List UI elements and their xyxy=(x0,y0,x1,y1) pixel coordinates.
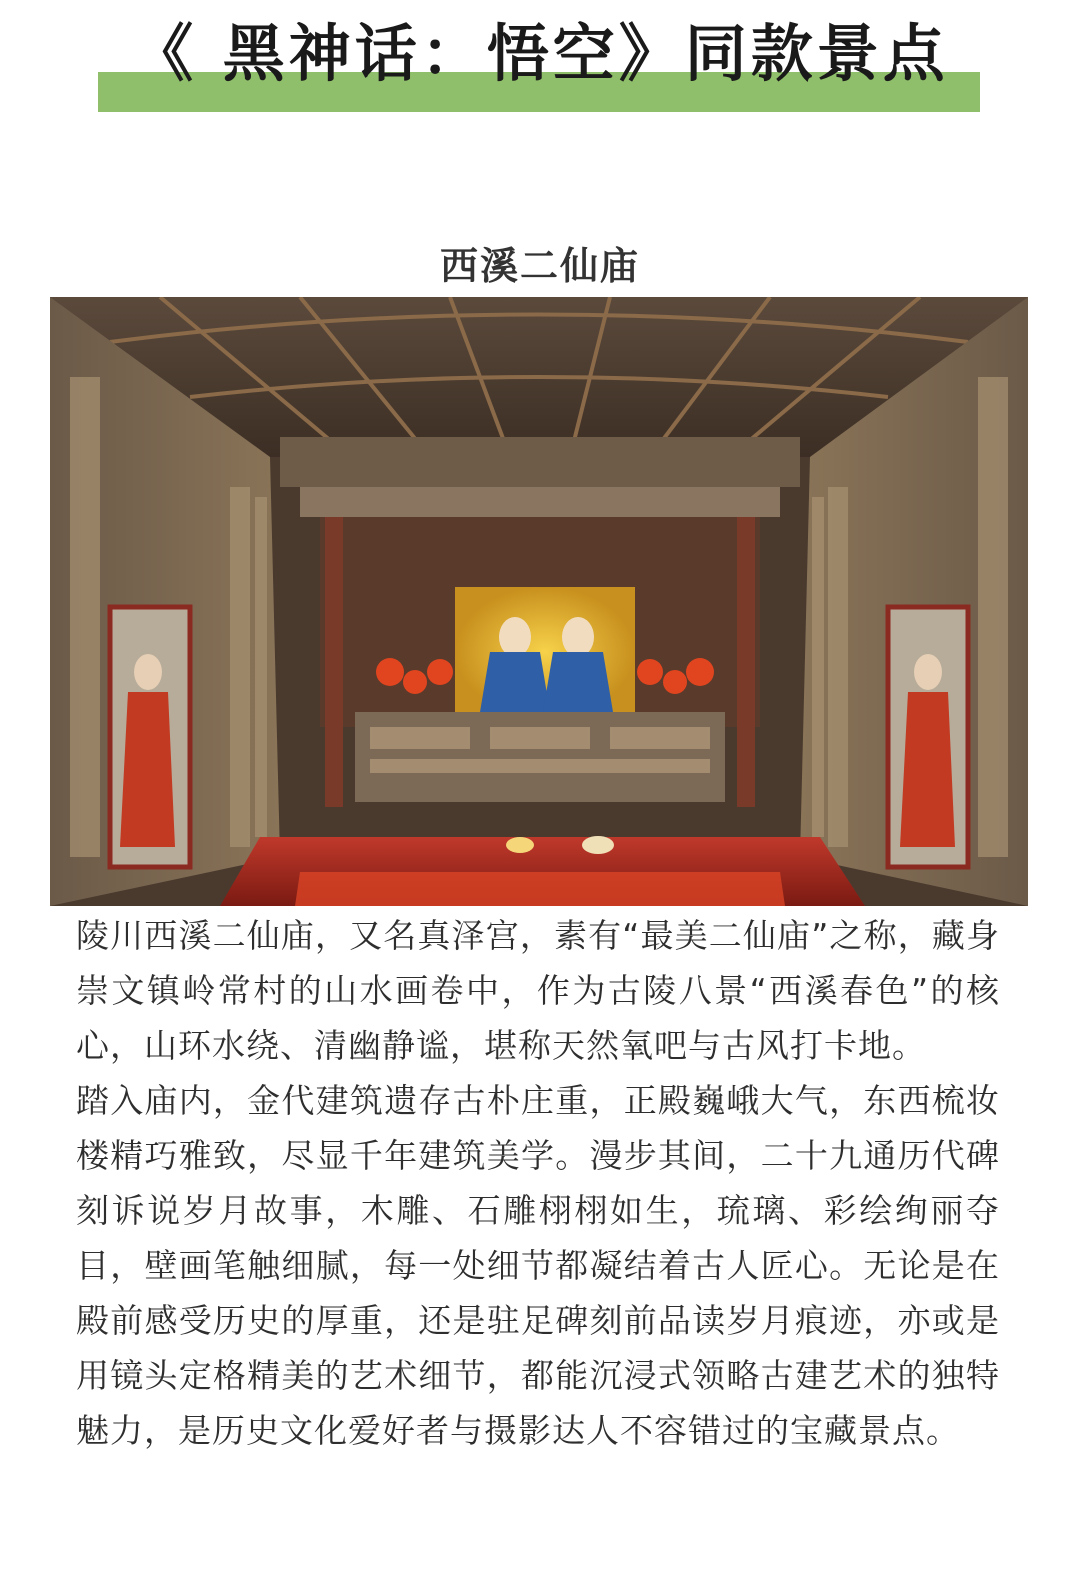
deity-right-robe xyxy=(543,652,613,712)
page-title: 《 黑神话：悟空》同款景点 xyxy=(131,17,949,90)
shrine-bracket xyxy=(300,487,780,517)
carved-altar xyxy=(355,712,725,802)
shrine-eave xyxy=(280,437,800,487)
right-mural-robe xyxy=(900,692,955,847)
left-mural-robe xyxy=(120,692,175,847)
table-cloth xyxy=(295,872,785,906)
article-body xyxy=(76,908,1000,1458)
page-header xyxy=(0,0,1080,130)
photo-illustration xyxy=(50,297,1028,906)
deity-left-robe xyxy=(480,652,550,712)
paragraph-detail: 踏入庙内，金代建筑遗存古朴庄重，正殿巍峨大气，东西梳妆楼精巧雅致，尽显千年建筑美学。漫步其间，二十九通历代碑刻诉说岁月故事，木雕、石雕栩栩如生，琉璃、彩绘绚丽夺目，壁画笔触细腻，每一处细节都凝结着古人匠心。无论是在殿前感受历史的厚重，还是驻足碑刻前品读岁月痕迹，亦或是用镜头定格精美的艺术细节，都能沉浸式领略古建艺术的独特魅力，是历史文化爱好者与摄影达人不容错过的宝藏景点。 xyxy=(76,1081,1000,1450)
shrine-pillar-left xyxy=(325,517,343,807)
temple-interior-photo xyxy=(50,297,1028,906)
offering-item-left xyxy=(506,837,534,853)
offering-item-right xyxy=(582,836,614,854)
deity-right-face xyxy=(562,617,594,657)
shrine-pillar-right xyxy=(737,517,755,807)
left-mural-face xyxy=(134,654,162,690)
deity-left-face xyxy=(499,617,531,657)
section-title: 西溪二仙庙 xyxy=(439,244,640,288)
right-mural-face xyxy=(914,654,942,690)
paragraph-intro: 陵川西溪二仙庙，又名真泽宫，素有“最美二仙庙”之称，藏身崇文镇岭常村的山水画卷中，作为古陵八景“西溪春色”的核心，山环水绕、清幽静谧，堪称天然氧吧与古风打卡地。 xyxy=(76,916,1000,1065)
